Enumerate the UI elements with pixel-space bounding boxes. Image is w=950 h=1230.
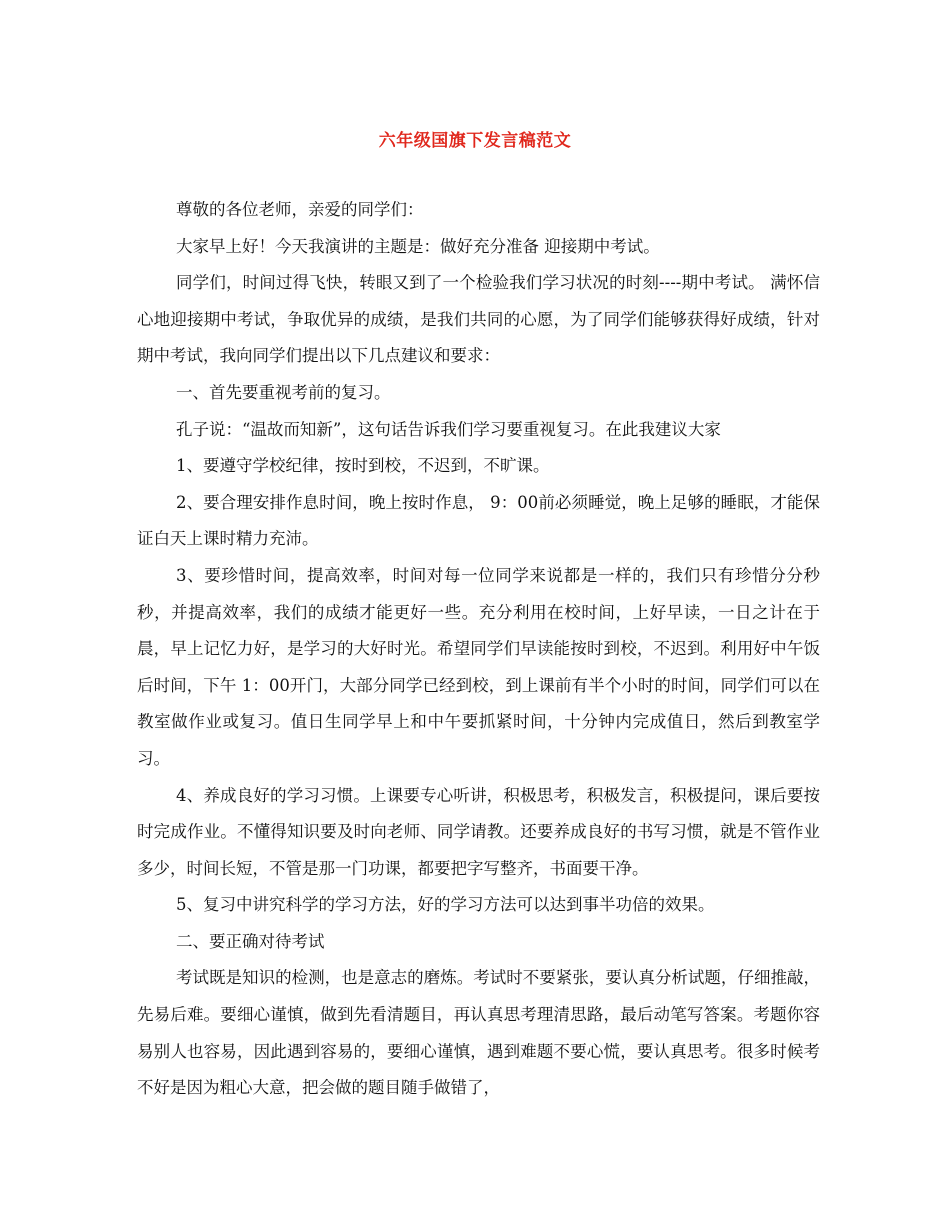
paragraph-exam: 考试既是知识的检测，也是意志的磨炼。考试时不要紧张，要认真分析试题，仔细推敲，先易后难。要细心谨慎，做到先看清题目，再认真思考理清思路，最后动笔写答案。考题你容易别人也容易，因此遇到容易的，要细心谨慎，遇到难题不要心慌，要认真思考。很多时候考不好是因为粗心大意，把会做的题目随手做错了， [137,968,820,1098]
list-item-3: 3、要珍惜时间，提高效率，时间对每一位同学来说都是一样的，我们只有珍惜分分秒秒，并提高效率，我们的成绩才能更好一些。充分利用在校时间，上好早读，一日之计在于晨，早上记忆力好，是学习的大好时光。希望同学们早读能按时到校，不迟到。利用好中午饭后时间，下午 1：00开门，大部分同学已经到校，到上课前有半个小时的时间，同学们可以在教室做作业或复习。值日生同学早上和中午要抓紧时间，十分钟内完成值日，然后到教室学习。 [137,565,820,768]
paragraph-opening: 大家早上好！今天我演讲的主题是：做好充分准备 迎接期中考试。 [176,236,660,256]
list-item-4: 4、养成良好的学习习惯。上课要专心听讲，积极思考，积极发言，积极提问，课后要按时完成作业。不懂得知识要及时向老师、同学请教。还要养成良好的书写习惯，就是不管作业多少，时间长短，不管是那一门功课，都要把字写整齐，书面要干净。 [137,785,820,878]
paragraph-greeting: 尊敬的各位老师，亲爱的同学们： [176,200,424,219]
section-heading-exam: 二、要正确对待考试 [176,931,325,951]
list-item-5: 5、复习中讲究科学的学习方法，好的学习方法可以达到事半功倍的效果。 [176,895,715,915]
document-title: 六年级国旗下发言稿范文 [378,131,572,151]
paragraph-confucius: 孔子说：“温故而知新”，这句话告诉我们学习要重视复习。在此我建议大家 [176,419,721,439]
list-item-2: 2、要合理安排作息时间，晚上按时作息， 9：00前必须睡觉，晚上足够的睡眠，才能保证白天上课时精力充沛。 [137,492,820,549]
section-heading-review: 一、首先要重视考前的复习。 [176,382,391,402]
document-body [137,192,820,1107]
paragraph-intro: 同学们，时间过得飞快，转眼又到了一个检验我们学习状况的时刻----期中考试。 满怀信心地迎接期中考试，争取优异的成绩，是我们共同的心愿，为了同学们能够获得好成绩，针对期中考试，我向同学们提出以下几点建议和要求： [137,273,820,366]
list-item-1: 1、要遵守学校纪律，按时到校，不迟到，不旷课。 [176,456,550,476]
